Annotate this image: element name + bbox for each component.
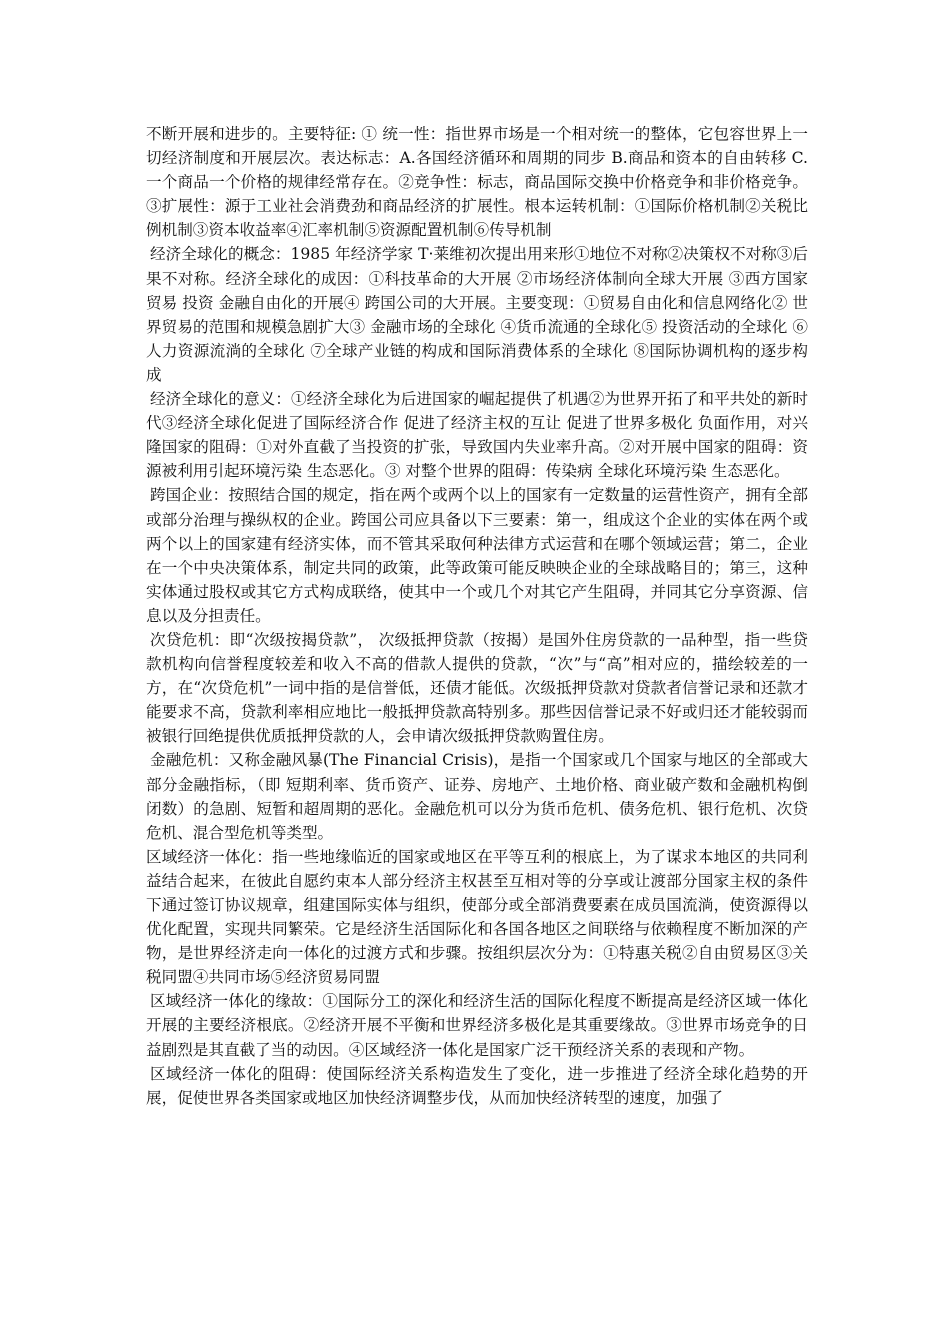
paragraph-multinational-enterprise: 跨国企业：按照结合国的规定，指在两个或两个以上的国家有一定数量的运营性资产，拥有全部或部分治理与操纵权的企业。跨国公司应具备以下三要素：第一，组成这个企业的实体在两个或两个以上的国家建有经济实体，而不管其采取何种法律方式运营和在哪个领域运营；第二，企业在一个中央决策体系，制定共同的政策，此等政策可能反映映企业的全球战略目的；第三，这种实体通过股权或其它方式构成联络，使其中一个或几个对其它产生阻碍，并同其它分享资源、信息以及分担责任。 [146, 486, 808, 625]
paragraph-globalization-concept: 经济全球化的概念：1985 年经济学家 T·莱维初次提出用来形①地位不对称②决策权不对称③后果不对称。经济全球化的成因：①科技革命的大开展 ②市场经济体制向全球大开展 ③西方国家贸易 投资 金融自由化的开展④ 跨国公司的大开展。主要变现：①贸易自由化和信息网络化② 世界贸易的范围和规模急剧扩大③ 金融市场的全球化 ④货币流通的全球化⑤ 投资活动的全球化 ⑥人力资源流淌的全球化 ⑦全球产业链的构成和国际消费体系的全球化 ⑧国际协调机构的逐步构成 [146, 245, 808, 384]
document-body [146, 122, 808, 1110]
paragraph-subprime-crisis: 次贷危机：即“次级按揭贷款”， 次级抵押贷款（按揭）是国外住房贷款的一品种型，指一些贷款机构向信誉程度较差和收入不高的借款人提供的贷款，“次”与“高”相对应的，描绘较差的一方，在“次贷危机”一词中指的是信誉低，还债才能低。次级抵押贷款对贷款者信誉记录和还款才能要求不高，贷款利率相应地比一般抵押贷款高特别多。那些因信誉记录不好或归还才能较弱而被银行回绝提供优质抵押贷款的人，会申请次级抵押贷款购置住房。 [146, 630, 808, 746]
paragraph-regional-integration: 区域经济一体化：指一些地缘临近的国家或地区在平等互利的根底上，为了谋求本地区的共同利益结合起来，在彼此自愿约束本人部分经济主权甚至互相对等的分享或让渡部分国家主权的条件下通过签订协议规章，组建国际实体与组织，使部分或全部消费要素在成员国流淌，使资源得以优化配置，实现共同繁荣。它是经济生活国际化和各国各地区之间联络与依赖程度不断加深的产物，是世界经济走向一体化的过渡方式和步骤。按组织层次分为：①特惠关税②自由贸易区③关税同盟④共同市场⑤经济贸易同盟 [146, 847, 808, 987]
paragraph-globalization-significance: 经济全球化的意义：①经济全球化为后进国家的崛起提供了机遇②为世界开拓了和平共处的新时代③经济全球化促进了国际经济合作 促进了经济主权的互让 促进了世界多极化 负面作用，对兴隆国家的阻碍：①对外直截了当投资的扩张，导致国内失业率升高。②对开展中国家的阻碍：资源被利用引起环境污染 生态恶化。③ 对整个世界的阻碍：传染病 全球化环境污染 生态恶化。 [146, 390, 808, 481]
paragraph-regional-integration-causes: 区域经济一体化的缘故：①国际分工的深化和经济生活的国际化程度不断提高是经济区域一体化开展的主要经济根底。②经济开展不平衡和世界经济多极化是其重要缘故。③世界市场竞争的日益剧烈是其直截了当的动因。④区域经济一体化是国家广泛干预经济关系的表现和产物。 [146, 992, 808, 1059]
paragraph-world-market-features: 不断开展和进步的。主要特征: ① 统一性：指世界市场是一个相对统一的整体，它包容世界上一切经济制度和开展层次。表达标志：A.各国经济循环和周期的同步 B.商品和资本的自由转移 C.一个商品一个价格的规律经常存在。②竞争性：标志，商品国际交换中价格竞争和非价格竞争。③扩展性：源于工业社会消费劲和商品经济的扩展性。根本运转机制：①国际价格机制②关税比例机制③资本收益率④汇率机制⑤资源配置机制⑥传导机制 [146, 125, 808, 240]
paragraph-financial-crisis: 金融危机：又称金融风暴(The Financial Crisis)，是指一个国家或几个国家与地区的全部或大部分金融指标，（即 短期利率、货币资产、证券、房地产、土地价格、商业破产数和金融机构倒闭数）的急剧、短暂和超周期的恶化。金融危机可以分为货币危机、债务危机、银行危机、次贷危机、混合型危机等类型。 [146, 751, 808, 842]
paragraph-regional-integration-impact: 区域经济一体化的阻碍：使国际经济关系构造发生了变化，进一步推进了经济全球化趋势的开展，促使世界各类国家或地区加快经济调整步伐，从而加快经济转型的速度，加强了 [146, 1064, 808, 1107]
